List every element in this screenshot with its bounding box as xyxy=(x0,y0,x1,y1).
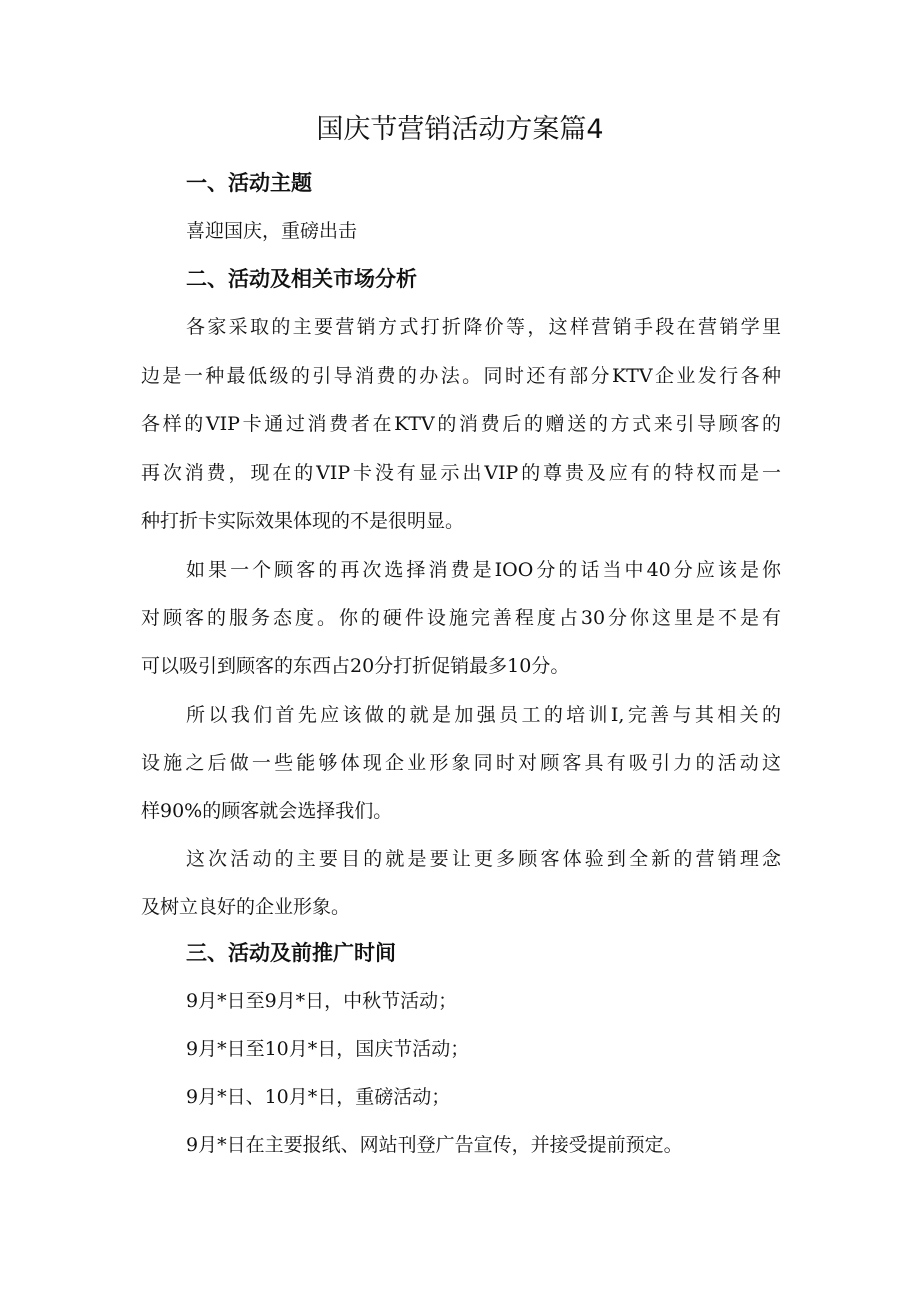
schedule-item: 9月*日、10月*日，重磅活动； xyxy=(186,1086,451,1108)
schedule-item: 9月*日在主要报纸、网站刊登广告宣传，并接受提前预定。 xyxy=(186,1134,683,1156)
theme-text: 喜迎国庆，重磅出击 xyxy=(186,220,358,242)
paragraph-line: 可以吸引到顾客的东西占20分打折促销最多10分。 xyxy=(141,655,570,677)
paragraph-line: 所以我们首先应该做的就是加强员工的培训I,完善与其相关的 xyxy=(186,704,781,726)
paragraph-line: 边是一种最低级的引导消费的办法。同时还有部分KTV企业发行各种 xyxy=(141,365,781,387)
schedule-item: 9月*日至9月*日，中秋节活动； xyxy=(186,990,458,1012)
paragraph-line: 及树立良好的企业形象。 xyxy=(141,896,351,918)
paragraph-line: 这次活动的主要目的就是要让更多顾客体验到全新的营销理念 xyxy=(186,848,781,870)
schedule-item: 9月*日至10月*日，国庆节活动； xyxy=(186,1038,470,1060)
paragraph-line: 各家采取的主要营销方式打折降价等，这样营销手段在营销学里 xyxy=(186,316,781,338)
section-heading-schedule: 三、活动及前推广时间 xyxy=(186,941,396,965)
paragraph-line: 样90%的顾客就会选择我们。 xyxy=(141,800,393,822)
paragraph-line: 对顾客的服务态度。你的硬件设施完善程度占30分你这里是不是有 xyxy=(141,607,781,629)
document-title: 国庆节营销活动方案篇4 xyxy=(316,114,604,145)
section-heading-theme: 一、活动主题 xyxy=(186,171,312,195)
paragraph-line: 种打折卡实际效果体现的不是很明显。 xyxy=(141,510,465,532)
section-heading-market-analysis: 二、活动及相关市场分析 xyxy=(186,267,417,291)
paragraph-line: 再次消费，现在的VIP卡没有显示出VIP的尊贵及应有的特权而是一 xyxy=(141,462,781,484)
paragraph-line: 设施之后做一些能够体现企业形象同时对顾客具有吸引力的活动这 xyxy=(141,752,781,774)
paragraph-line: 各样的VIP卡通过消费者在KTV的消费后的赠送的方式来引导顾客的 xyxy=(141,413,781,435)
paragraph-line: 如果一个顾客的再次选择消费是IOO分的话当中40分应该是你 xyxy=(186,559,781,581)
